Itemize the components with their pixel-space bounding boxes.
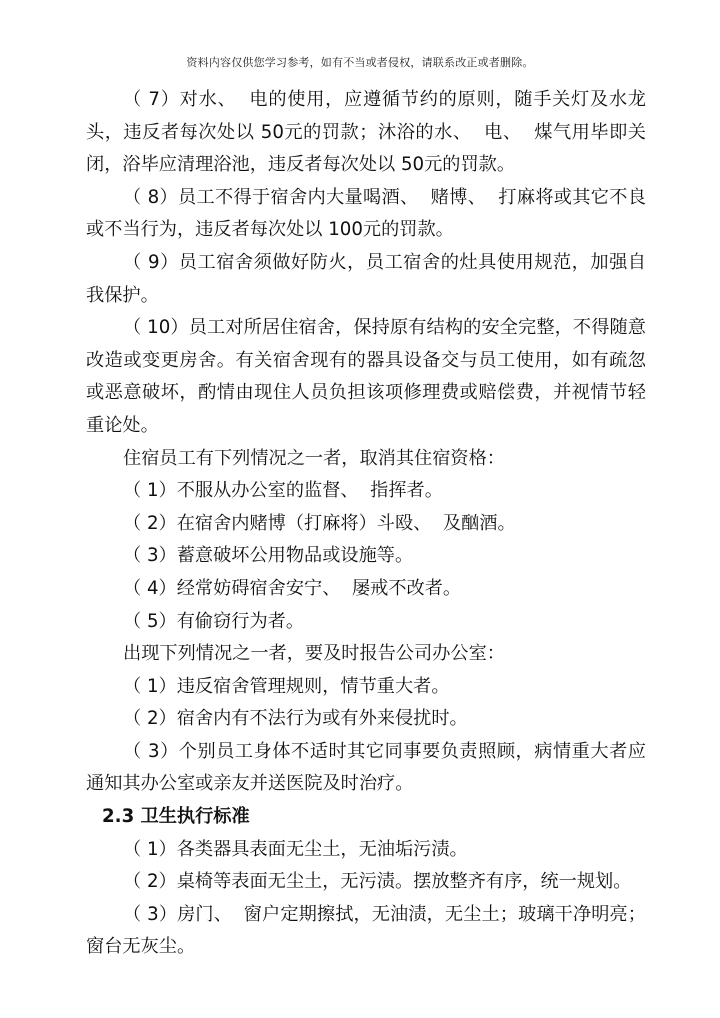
list-item-hygiene-3: （ 3）房门、 窗户定期擦拭，无油渍，无尘土；玻璃干净明亮；窗台无灰尘。 [86,903,646,958]
paragraph-rule-10: （ 10）员工对所居住宿舍，保持原有结构的安全完整，不得随意改造或变更房舍。有关宿舍现有的器具设备交与员工使用，如有疏忽或恶意破坏，酌情由现住人员负担该项修理费或赔偿费，并视情节轻重论处。 [86,317,646,436]
list-item-disqualify-1: （ 1）不服从办公室的监督、 指挥者。 [123,480,443,502]
list-item-disqualify-2: （ 2）在宿舍内赌博（打麻将）斗殴、 及酗酒。 [123,512,516,534]
section-heading-hygiene: 2.3 卫生执行标准 [102,806,250,828]
paragraph-disqualify-intro: 住宿员工有下列情况之一者，取消其住宿资格： [123,447,505,469]
list-item-hygiene-1: （ 1）各类器具表面无尘土，无油垢污渍。 [123,838,468,860]
paragraph-rule-7: （ 7）对水、 电的使用，应遵循节约的原则，随手关灯及水龙头，违反者每次处以 50元的罚款；沐浴的水、 电、 煤气用毕即关闭，浴毕应清理浴池，违反者每次处以 50元的罚款。 [86,89,646,176]
list-item-disqualify-3: （ 3）蓄意破坏公用物品或设施等。 [123,545,414,567]
list-item-disqualify-5: （ 5）有偷窃行为者。 [123,610,305,632]
list-item-report-1: （ 1）违反宿舍管理规则，情节重大者。 [123,675,450,697]
list-item-report-2: （ 2）宿舍内有不法行为或有外来侵扰时。 [123,708,468,730]
paragraph-rule-8: （ 8）员工不得于宿舍内大量喝酒、 赌博、 打麻将或其它不良或不当行为，违反者每次处以 100元的罚款。 [86,186,646,241]
paragraph-rule-9: （ 9）员工宿舍须做好防火，员工宿舍的灶具使用规范，加强自我保护。 [86,251,646,306]
list-item-report-3: （ 3）个别员工身体不适时其它同事要负责照顾，病情重大者应通知其办公室或亲友并送医院及时治疗。 [86,740,646,795]
header-disclaimer: 资料内容仅供您学习参考，如有不当或者侵权，请联系改正或者删除。 [186,56,534,69]
document-body [86,84,646,964]
paragraph-report-intro: 出现下列情况之一者，要及时报告公司办公室： [123,643,505,665]
list-item-disqualify-4: （ 4）经常妨碍宿舍安宁、 屡戒不改者。 [123,577,462,599]
list-item-hygiene-2: （ 2）桌椅等表面无尘土，无污渍。摆放整齐有序，统一规划。 [123,871,632,893]
